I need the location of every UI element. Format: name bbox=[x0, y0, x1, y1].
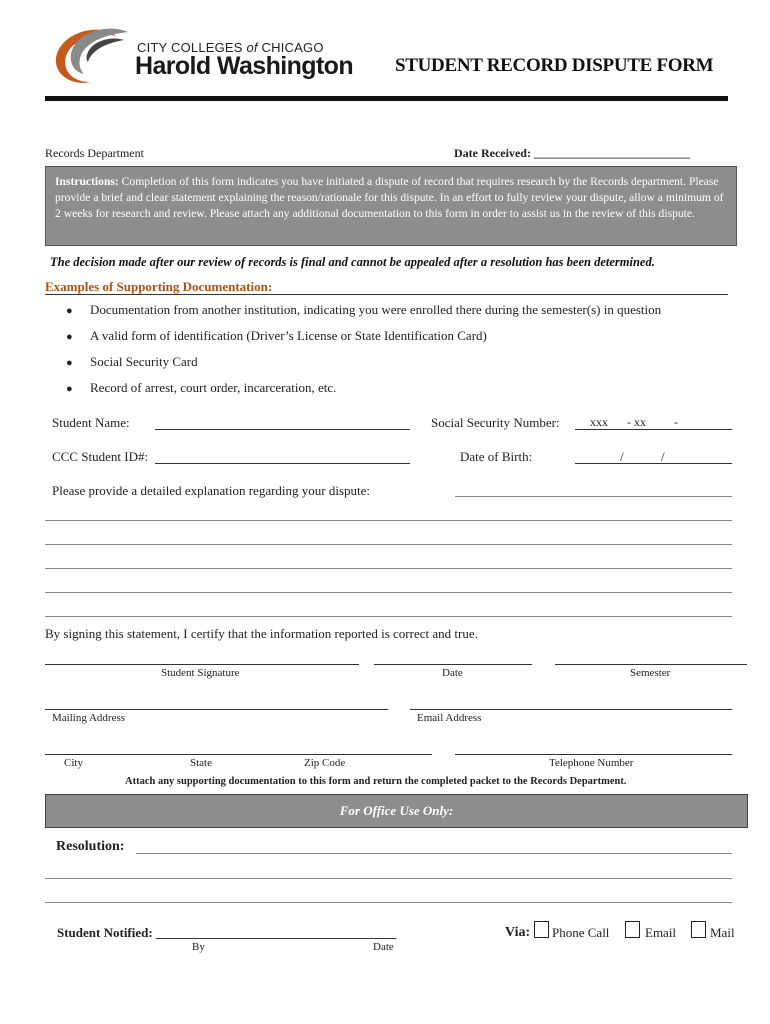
office-use-header: For Office Use Only: bbox=[45, 794, 748, 828]
email-checkbox[interactable] bbox=[625, 921, 640, 938]
bullet-icon: ● bbox=[66, 305, 73, 317]
instructions-box bbox=[45, 166, 737, 246]
resolution-input-line[interactable] bbox=[136, 853, 732, 854]
list-item: ● Documentation from another institution, indicating you were enrolled there during the semester(s) in question bbox=[66, 302, 662, 317]
mailing-address-label: Mailing Address bbox=[52, 712, 126, 724]
resolution-input-line[interactable] bbox=[45, 878, 732, 879]
explanation-input-line[interactable] bbox=[45, 568, 732, 569]
mailing-address-input[interactable] bbox=[45, 709, 388, 710]
student-name-input[interactable] bbox=[155, 429, 410, 430]
mail-label: Mail bbox=[710, 925, 735, 940]
ccc-id-label: CCC Student ID#: bbox=[52, 449, 149, 464]
instructions-label: Instructions: bbox=[55, 175, 119, 188]
bullet-icon: ● bbox=[66, 357, 73, 369]
ccc-id-input[interactable] bbox=[155, 463, 410, 464]
ssn-label: Social Security Number: bbox=[431, 415, 560, 430]
email-address-input[interactable] bbox=[410, 709, 732, 710]
state-label: State bbox=[190, 757, 212, 769]
date-received-field[interactable]: Date Received: __________________________ bbox=[454, 146, 690, 160]
via-label: Via: bbox=[505, 925, 531, 940]
college-logo bbox=[50, 26, 132, 88]
signature-date-input[interactable] bbox=[374, 664, 532, 665]
city-label: City bbox=[64, 757, 83, 769]
phone-call-checkbox[interactable] bbox=[534, 921, 549, 938]
semester-input[interactable] bbox=[555, 664, 747, 665]
explanation-input-line[interactable] bbox=[45, 544, 732, 545]
college-name: Harold Washington bbox=[135, 52, 354, 80]
list-item: ● Record of arrest, court order, incarceration, etc. bbox=[66, 380, 337, 395]
mail-checkbox[interactable] bbox=[691, 921, 706, 938]
list-item: ● Social Security Card bbox=[66, 354, 198, 369]
college-system-name: CITY COLLEGES of CHICAGO bbox=[137, 40, 324, 55]
decision-notice: The decision made after our review of records is final and cannot be appealed after a resolution has been determined. bbox=[50, 255, 655, 269]
dob-input[interactable] bbox=[575, 463, 732, 464]
student-signature-input[interactable] bbox=[45, 664, 359, 665]
examples-divider bbox=[45, 294, 728, 295]
explanation-input-line[interactable] bbox=[45, 592, 732, 593]
student-name-label: Student Name: bbox=[52, 415, 130, 430]
explanation-input-line[interactable] bbox=[45, 616, 732, 617]
instructions-text: Completion of this form indicates you have initiated a dispute of record that requires research by the Records department. Please provide a brief and clear statement explaining the reason/rationale for this dispute. In an effort to fully review your dispute, allow a minimum of 2 weeks for research and review. Please attach any additional documentation to this form in order to assist us in the review of this dispute. bbox=[55, 175, 724, 220]
explanation-input-line[interactable] bbox=[45, 520, 732, 521]
form-title: STUDENT RECORD DISPUTE FORM bbox=[395, 55, 714, 76]
notified-by-label: By bbox=[192, 941, 205, 953]
ssn-mask-dash: - bbox=[674, 415, 678, 429]
resolution-label: Resolution: bbox=[56, 839, 125, 854]
explanation-label: Please provide a detailed explanation regarding your dispute: bbox=[52, 483, 371, 498]
dob-slash: / bbox=[661, 449, 665, 464]
student-notified-field[interactable]: Student Notified: _____________________________________ bbox=[57, 925, 397, 940]
header-divider bbox=[45, 96, 728, 101]
resolution-input-line[interactable] bbox=[45, 902, 732, 903]
phone-call-label: Phone Call bbox=[552, 925, 610, 940]
telephone-label: Telephone Number bbox=[549, 757, 634, 769]
city-state-zip-input[interactable] bbox=[45, 754, 432, 755]
attach-note: Attach any supporting documentation to this form and return the completed packet to the Records Department. bbox=[125, 776, 627, 787]
records-department-label: Records Department bbox=[45, 146, 144, 160]
bullet-icon: ● bbox=[66, 383, 73, 395]
explanation-input-line[interactable] bbox=[455, 496, 732, 497]
examples-heading: Examples of Supporting Documentation: bbox=[45, 279, 273, 294]
dob-label: Date of Birth: bbox=[460, 449, 533, 464]
dob-slash: / bbox=[620, 449, 624, 464]
certify-statement: By signing this statement, I certify that the information reported is correct and true. bbox=[45, 626, 478, 641]
email-address-label: Email Address bbox=[417, 712, 482, 724]
ssn-mask-xxx: xxx bbox=[590, 415, 608, 429]
notified-date-label: Date bbox=[373, 941, 394, 953]
semester-label: Semester bbox=[630, 667, 671, 679]
telephone-input[interactable] bbox=[455, 754, 732, 755]
student-signature-label: Student Signature bbox=[161, 667, 240, 679]
ssn-mask-xx: - xx bbox=[627, 415, 646, 429]
email-label: Email bbox=[645, 925, 677, 940]
zip-code-label: Zip Code bbox=[304, 757, 346, 769]
list-item: ● A valid form of identification (Driver’s License or State Identification Card) bbox=[66, 328, 487, 343]
bullet-icon: ● bbox=[66, 331, 73, 343]
signature-date-label: Date bbox=[442, 667, 463, 679]
